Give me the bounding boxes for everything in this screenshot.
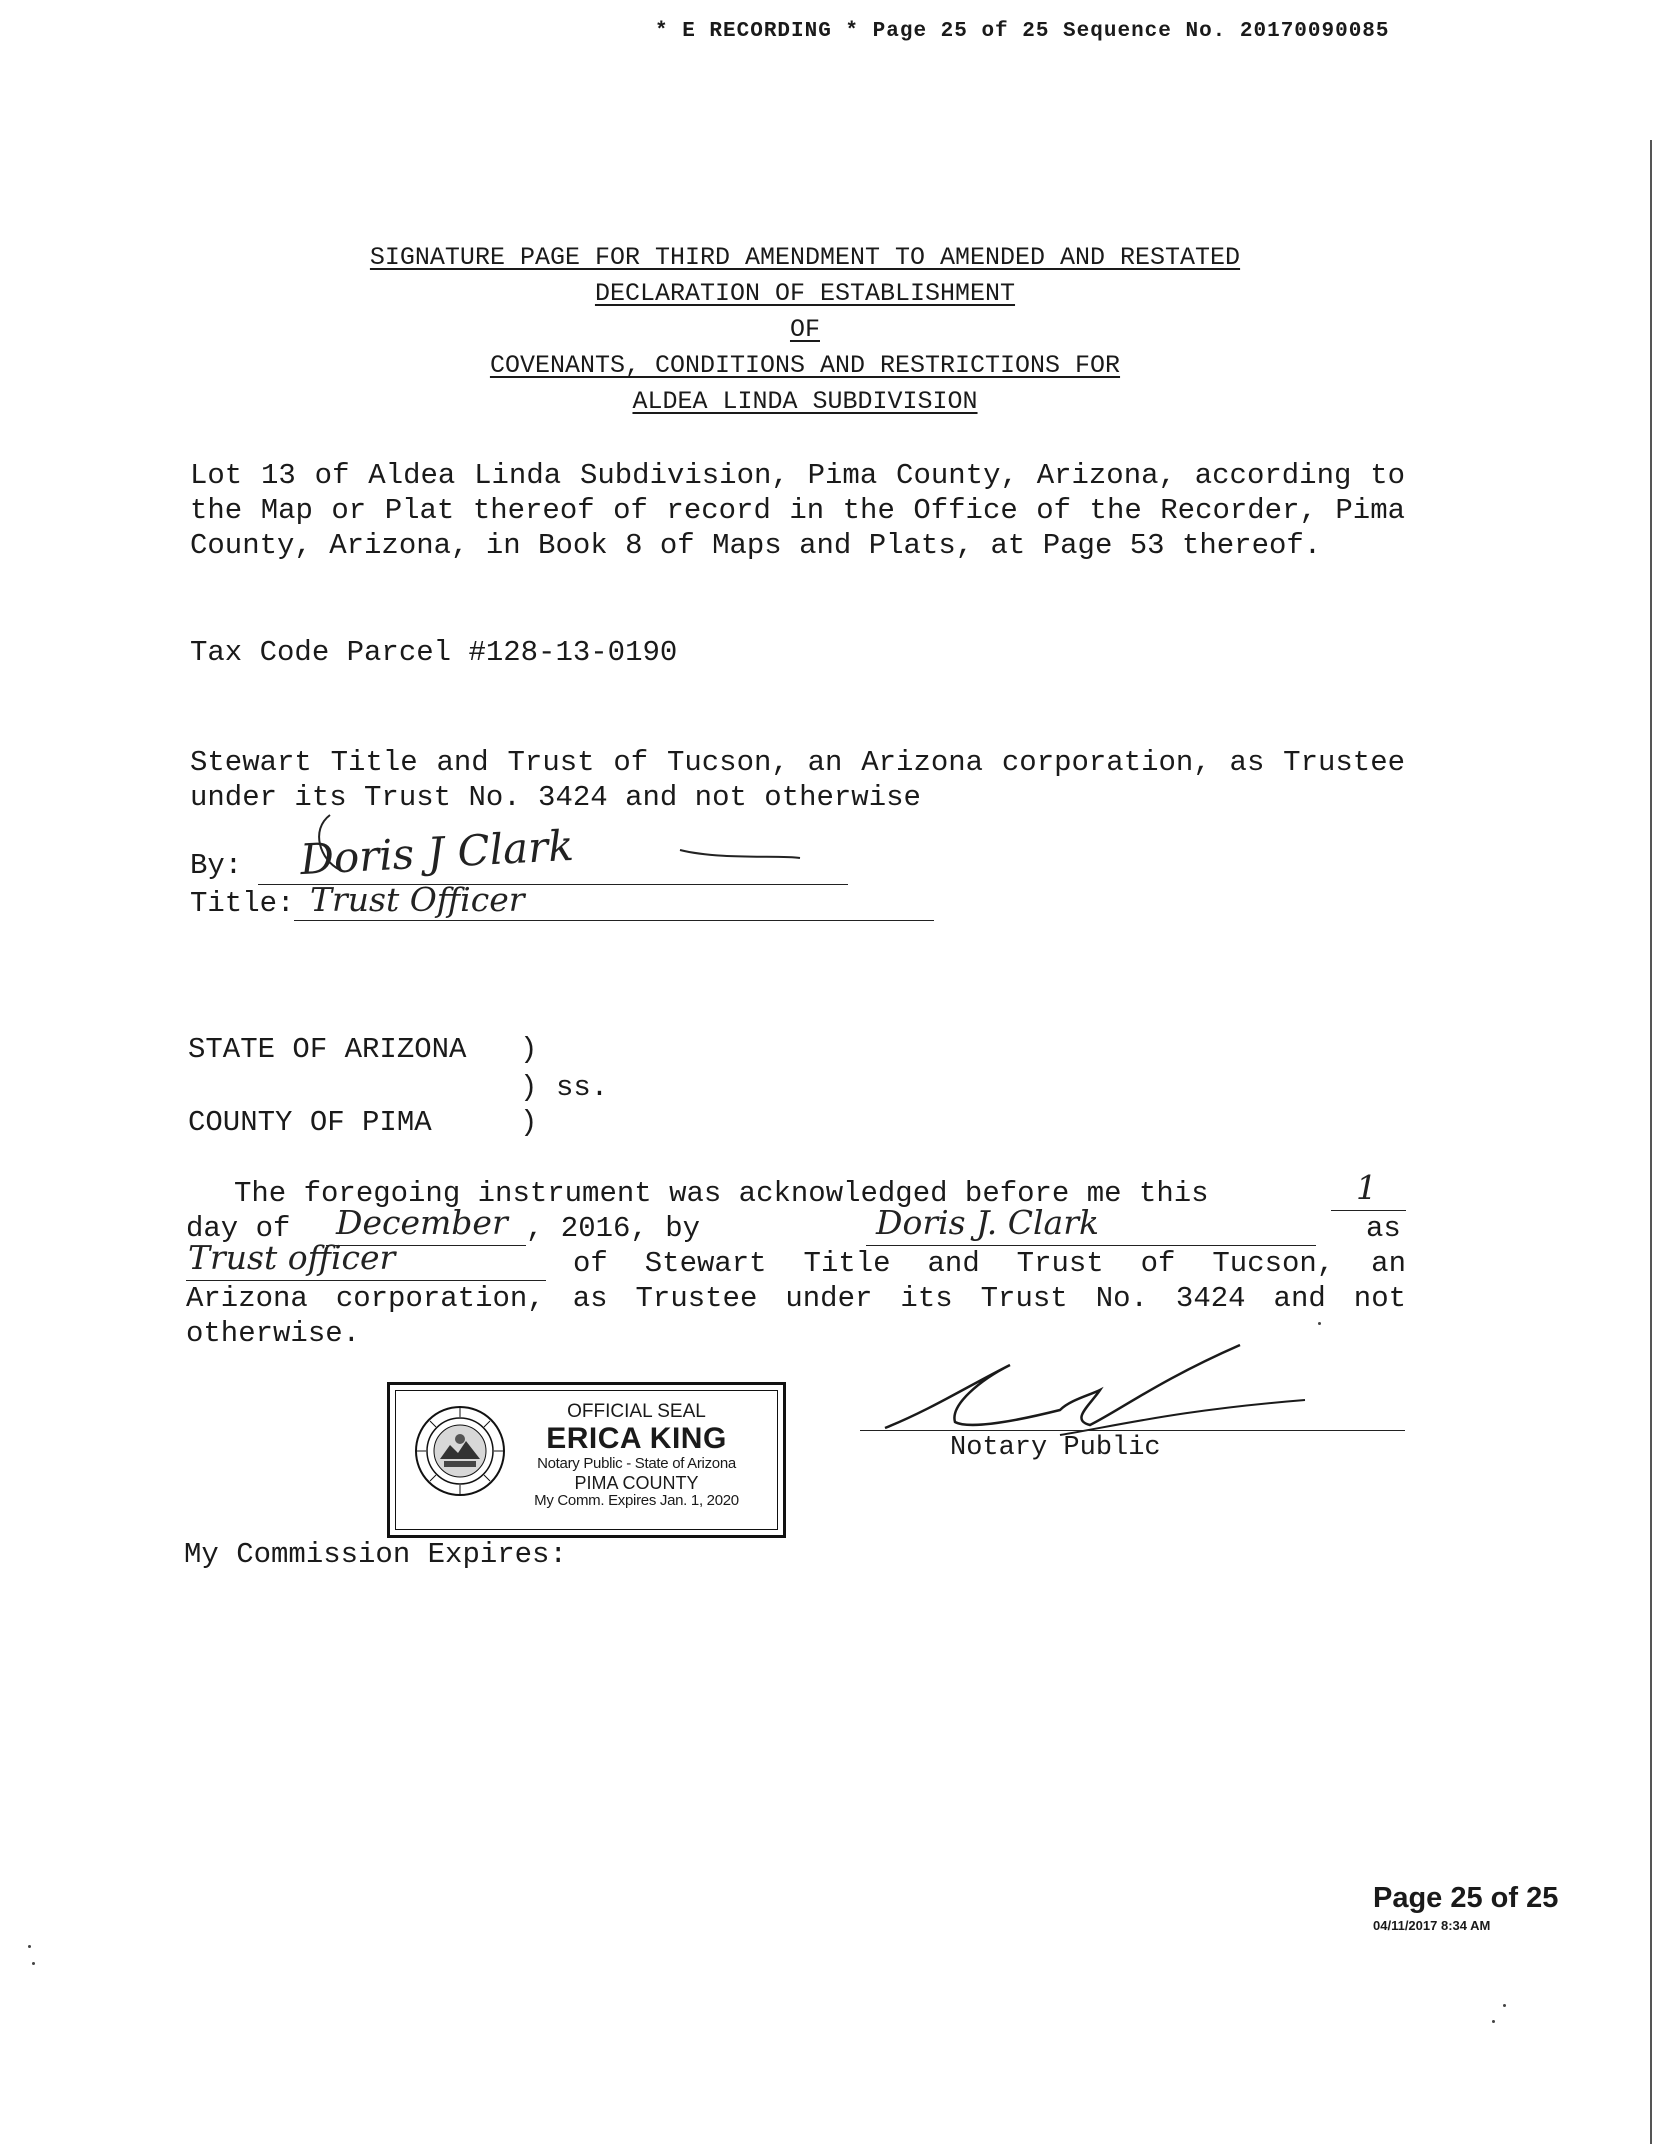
title-line-4: COVENANTS, CONDITIONS AND RESTRICTIONS FOR <box>489 351 1121 380</box>
seal-inner-border <box>395 1390 778 1530</box>
ack-text-1: The foregoing instrument was acknowledged before me this <box>234 1177 1209 1210</box>
title-label: Title: <box>190 887 295 920</box>
notary-seal <box>387 1382 786 1538</box>
by-signature: Doris J Clark <box>298 820 575 885</box>
signature-flourish <box>300 810 820 890</box>
scan-speck <box>32 1962 35 1965</box>
page-number: Page 25 of 25 <box>1373 1882 1559 1914</box>
acknowledgment <box>186 1168 1406 1351</box>
scan-speck <box>1318 1322 1321 1325</box>
scan-speck <box>28 1945 31 1948</box>
ack-text-6: Arizona corporation, as Trustee under its Trust No. 3424 and not <box>186 1282 1406 1315</box>
ack-month: December <box>336 1203 508 1242</box>
ack-text-5: of Stewart Title and Trust of Tucson, an <box>573 1247 1406 1280</box>
title-line-2: DECLARATION OF ESTABLISHMENT <box>594 279 1016 308</box>
title-line-5: ALDEA LINDA SUBDIVISION <box>632 387 978 416</box>
seal-line-5: My Comm. Expires Jan. 1, 2020 <box>534 1491 739 1509</box>
title-line-3: OF <box>789 315 820 344</box>
title-signature-line <box>294 920 934 921</box>
ack-capacity: Trust officer <box>188 1238 396 1277</box>
ack-text-4: as <box>1366 1212 1401 1245</box>
venue-paren-2: ) <box>520 1071 538 1104</box>
title-line-1: SIGNATURE PAGE FOR THIRD AMENDMENT TO AMENDED AND RESTATED <box>369 243 1241 272</box>
ack-name: Doris J. Clark <box>876 1203 1099 1242</box>
notary-public-label: Notary Public <box>950 1433 1161 1463</box>
ack-day: 1 <box>1356 1168 1377 1207</box>
seal-line-2: ERICA KING <box>546 1422 727 1456</box>
recording-header: * E RECORDING * Page 25 of 25 Sequence No. 20170090085 <box>655 20 1390 43</box>
legal-description: Lot 13 of Aldea Linda Subdivision, Pima County, Arizona, according to the Map or Plat thereof of record in the Office of the Recorder, Pima County, Arizona, in Book 8 of Maps and Plats, at Page 53 thereof. <box>190 459 1405 562</box>
venue-paren-3: ) <box>520 1106 538 1139</box>
scan-edge-line <box>1650 140 1652 2144</box>
ack-text-7: otherwise. <box>186 1317 361 1350</box>
seal-line-4: PIMA COUNTY <box>574 1472 699 1493</box>
venue-county: COUNTY OF PIMA <box>188 1106 432 1139</box>
tax-parcel: Tax Code Parcel #128-13-0190 <box>190 636 678 669</box>
commission-expires-label: My Commission Expires: <box>184 1538 567 1571</box>
by-label: By: <box>190 849 243 882</box>
trustee-statement: Stewart Title and Trust of Tucson, an Arizona corporation, as Trustee under its Trust No. 3424 and not otherwise <box>190 746 1405 814</box>
ack-text-3: , 2016, by <box>526 1212 701 1245</box>
seal-line-3: Notary Public - State of Arizona <box>537 1454 736 1472</box>
venue-state: STATE OF ARIZONA <box>188 1033 467 1066</box>
scan-speck <box>1492 2020 1495 2023</box>
ack-text-2: day of <box>186 1212 291 1245</box>
print-timestamp: 04/11/2017 8:34 AM <box>1373 1918 1491 1933</box>
scan-speck <box>1503 2004 1506 2007</box>
venue-paren-1: ) <box>520 1033 538 1066</box>
document-title <box>230 240 1380 420</box>
seal-line-1: OFFICIAL SEAL <box>567 1401 706 1422</box>
notary-signature-line <box>860 1430 1405 1431</box>
title-value: Trust Officer <box>310 880 525 919</box>
venue-ss: ss. <box>556 1071 609 1104</box>
seal-text <box>514 1401 759 1510</box>
arizona-seal-icon <box>414 1405 506 1497</box>
